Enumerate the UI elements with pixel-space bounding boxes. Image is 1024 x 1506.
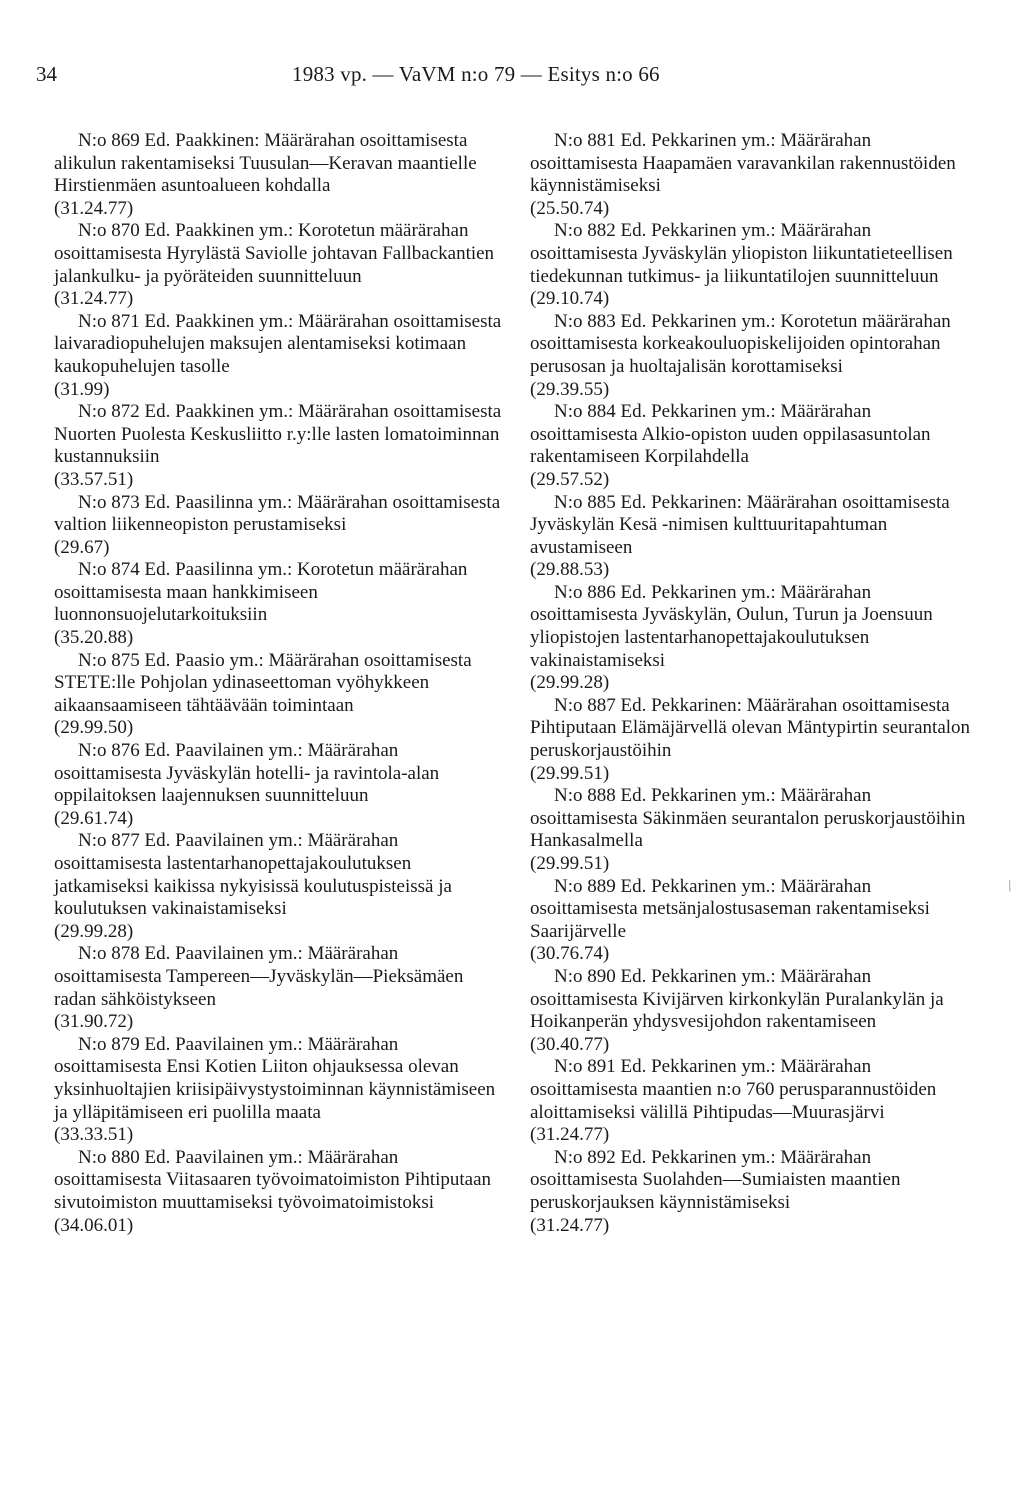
entry-text: N:o 880 Ed. Paavilainen ym.: Määrärahan osoittamisesta Viitasaaren työvoimatoimiston Pihtiputaan sivutoimiston muuttamiseksi työvoimatoimistoksi <box>54 1146 492 1213</box>
budget-code: (31.24.77) <box>54 288 134 310</box>
page-number: 34 <box>36 62 57 86</box>
list-item <box>530 876 974 966</box>
budget-code: (31.90.72) <box>54 1011 134 1033</box>
entry-text: N:o 871 Ed. Paakkinen ym.: Määrärahan osoittamisesta laivaradiopuhelujen maksujen alentamiseksi kotimaan kaukopuhelujen tasolle <box>54 310 502 377</box>
running-head: 1983 vp. — VaVM n:o 79 — Esitys n:o 66 <box>292 62 660 86</box>
list-item <box>530 1056 974 1146</box>
budget-code: (29.88.53) <box>530 559 610 581</box>
list-item <box>54 650 502 740</box>
budget-code: (29.99.51) <box>530 853 610 874</box>
entry-text: N:o 870 Ed. Paakkinen ym.: Korotetun määrärahan osoittamisesta Hyrylästä Saviolle johtavan Fallbackantien jalankulku- ja pyöräteiden suunnitteluun <box>54 220 495 287</box>
entry-text: N:o 873 Ed. Paasilinna ym.: Määrärahan osoittamisesta valtion liikenneopiston perustamiseksi <box>54 491 501 536</box>
budget-code: (31.24.77) <box>530 1214 610 1236</box>
list-item <box>54 740 502 830</box>
budget-code: (29.99.50) <box>54 717 134 739</box>
list-item <box>530 695 974 785</box>
list-item <box>54 943 502 1033</box>
entry-text: N:o 883 Ed. Pekkarinen ym.: Korotetun määrärahan osoittamisesta korkeakouluopiskelijoiden opintorahan perusosan ja huoltajalisän korottamiseksi <box>530 310 951 377</box>
list-item <box>54 401 502 491</box>
entry-text: N:o 879 Ed. Paavilainen ym.: Määrärahan osoittamisesta Ensi Kotien Liiton ohjauksessa olevan yksinhuoltajien kriisipäivystystoiminnan käynnistämiseen ja ylläpitämiseen eri puolilla maata <box>54 1033 496 1123</box>
budget-code: (35.20.88) <box>54 627 134 649</box>
list-item <box>54 830 502 943</box>
entry-text: N:o 876 Ed. Paavilainen ym.: Määrärahan osoittamisesta Jyväskylän hotelli- ja ravintola-alan oppilaitoksen laajennuksen suunnitteluun <box>54 740 440 807</box>
budget-code: (30.40.77) <box>530 1033 610 1055</box>
budget-code: (29.67) <box>54 536 110 558</box>
budget-code: (33.57.51) <box>54 468 134 490</box>
budget-code: (29.99.51) <box>530 762 610 784</box>
entry-text: N:o 888 Ed. Pekkarinen ym.: Määrärahan osoittamisesta Säkinmäen seurantalon peruskorjaustöihin Hankasalmella <box>530 785 966 852</box>
budget-code: (29.61.74) <box>54 807 134 829</box>
entry-text: N:o 889 Ed. Pekkarinen ym.: Määrärahan osoittamisesta metsänjalostusaseman rakentamiseksi Saarijärvelle <box>530 875 930 942</box>
list-item <box>530 1147 974 1237</box>
list-item <box>530 582 974 695</box>
entry-text: N:o 887 Ed. Pekkarinen: Määrärahan osoittamisesta Pihtiputaan Elämäjärvellä olevan Mäntypirtin seurantalon peruskorjaustöihin <box>530 694 971 762</box>
list-item <box>54 1034 502 1147</box>
list-item <box>54 130 502 220</box>
list-item <box>530 220 974 310</box>
entry-text: N:o 882 Ed. Pekkarinen ym.: Määrärahan osoittamisesta Jyväskylän yliopiston liikuntatieteellisen tiedekunnan tutkimus- ja liikuntatilojen suunnitteluun <box>530 220 953 287</box>
list-item <box>54 492 502 560</box>
entry-text: N:o 874 Ed. Paasilinna ym.: Korotetun määrärahan osoittamisesta maan hankkimiseen luonnonsuojelutarkoituksiin <box>54 559 468 626</box>
list-item <box>530 966 974 1056</box>
entry-text: N:o 872 Ed. Paakkinen ym.: Määrärahan osoittamisesta Nuorten Puolesta Keskusliitto r.y:lle lasten lomatoiminnan kustannuksiin <box>54 401 502 468</box>
budget-code: (31.24.77) <box>54 197 134 219</box>
budget-code: (31.99) <box>54 378 110 400</box>
budget-code: (34.06.01) <box>54 1214 134 1236</box>
entry-text: N:o 877 Ed. Paavilainen ym.: Määrärahan osoittamisesta lastentarhanopettajakoulutuksen jatkamiseksi kaikissa nykyisissä koulutuspisteissä ja koulutuksen vakinaistamiseksi <box>54 830 452 920</box>
list-item <box>530 311 974 401</box>
entry-text: N:o 881 Ed. Pekkarinen ym.: Määrärahan osoittamisesta Haapamäen varavankilan rakennustöiden käynnistämiseksi <box>530 130 956 197</box>
list-item <box>530 401 974 491</box>
entry-text: N:o 891 Ed. Pekkarinen ym.: Määrärahan osoittamisesta maantien n:o 760 perusparannustöiden aloittamiseksi välillä Pihtipudas—Muurasjärvi <box>530 1056 937 1123</box>
list-item <box>54 311 502 401</box>
list-item <box>54 1147 502 1237</box>
list-item <box>530 785 974 875</box>
budget-code: (31.24.77) <box>530 1124 610 1146</box>
entry-text: N:o 878 Ed. Paavilainen ym.: Määrärahan osoittamisesta Tampereen—Jyväskylän—Pieksämäen radan sähköistykseen <box>54 943 464 1010</box>
entry-text: N:o 886 Ed. Pekkarinen ym.: Määrärahan osoittamisesta Jyväskylän, Oulun, Turun ja Joensuun yliopistojen lastentarhanopettajakoulutuksen vakinaistamiseksi <box>530 581 933 671</box>
budget-code: (29.99.28) <box>530 672 610 694</box>
budget-code: (29.10.74) <box>530 288 610 310</box>
page-header <box>36 62 986 92</box>
list-item <box>54 220 502 310</box>
entry-text: N:o 884 Ed. Pekkarinen ym.: Määrärahan osoittamisesta Alkio-opiston uuden oppilasasuntolan rakentamiseen Korpilahdella <box>530 401 931 468</box>
entry-text: N:o 875 Ed. Paasio ym.: Määrärahan osoittamisesta STETE:lle Pohjolan ydinaseettoman vyöhykkeen aikaansaamiseen tähtäävään toimintaan <box>54 649 472 716</box>
budget-code: (25.50.74) <box>530 197 610 219</box>
budget-code: (29.57.52) <box>530 468 610 490</box>
list-item <box>530 130 974 220</box>
entry-text: N:o 892 Ed. Pekkarinen ym.: Määrärahan osoittamisesta Suolahden—Sumiaisten maantien peruskorjauksen käynnistämiseksi <box>530 1146 901 1213</box>
entry-text: N:o 890 Ed. Pekkarinen ym.: Määrärahan osoittamisesta Kivijärven kirkonkylän Puralankylän ja Hoikanperän yhdysvesijohdon rakentamiseen <box>530 965 944 1033</box>
budget-code: (30.76.74) <box>530 943 610 965</box>
budget-code: (33.33.51) <box>54 1124 134 1146</box>
right-column <box>530 130 974 1237</box>
entry-text: N:o 869 Ed. Paakkinen: Määrärahan osoittamisesta alikulun rakentamiseksi Tuusulan—Keravan maantielle Hirstienmäen asuntoalueen kohdalla <box>54 130 477 197</box>
budget-code: (29.99.28) <box>54 920 134 942</box>
budget-code: (29.39.55) <box>530 378 610 400</box>
margin-pencil-mark: / <box>1005 877 1016 896</box>
entry-text: N:o 885 Ed. Pekkarinen: Määrärahan osoittamisesta Jyväskylän Kesä -nimisen kulttuuritapahtuman avustamiseen <box>530 491 950 558</box>
left-column <box>54 130 502 1237</box>
list-item <box>530 492 974 582</box>
list-item <box>54 559 502 649</box>
